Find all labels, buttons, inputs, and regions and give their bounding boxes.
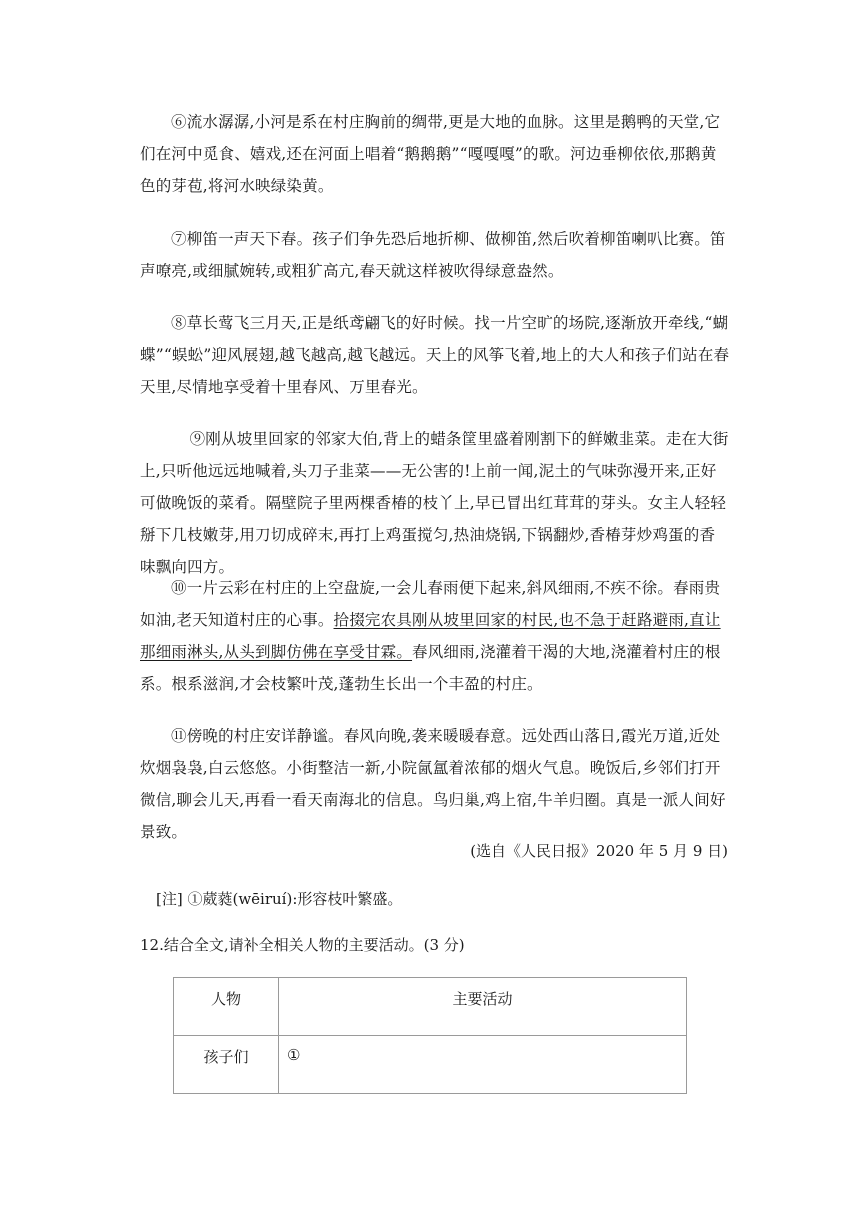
paragraph-text: ⑧草长莺飞三月天,正是纸鸢翩飞的好时候。找一片空旷的场院,逐渐放开牵线,“蝴蝶”“蜈蚣”迎风展翅,越飞越高,越飞越远。天上的风筝飞着,地上的大人和孩子们站在春天里,尽情地享受着十里春风、万里春光。 <box>140 314 730 396</box>
paragraph-8 <box>140 307 730 403</box>
underlined-sentence: 拾掇完农具刚从坡里回家的村民,也不急于赶路避雨,直让那细雨淋头,从头到脚仿佛在享受甘霖。 <box>140 611 721 661</box>
paragraph-text: 春风细雨,浇灌着干渴的大地,浇灌着村庄的根系。根系滋润,才会枝繁叶茂,蓬勃生长出一个丰盈的村庄。 <box>140 643 721 693</box>
table-row <box>174 1036 687 1094</box>
source-citation: (选自《人民日报》2020 年 5 月 9 日) <box>470 842 728 860</box>
paragraph-6 <box>140 106 730 202</box>
table-header-row <box>174 978 687 1036</box>
paragraph-7 <box>140 223 730 287</box>
question-12: 12.结合全文,请补全相关人物的主要活动。(3 分) <box>140 936 465 954</box>
paragraph-text: ⑨刚从坡里回家的邻家大伯,背上的蜡条筐里盛着刚割下的鲜嫩韭菜。走在大街上,只听他远远地喊着,头刀子韭菜——无公害的!上前一闻,泥土的气味弥漫开来,正好可做晚饭的菜肴。隔壁院子里两棵香椿的枝丫上,早已冒出红茸茸的芽头。女主人轻轻掰下几枝嫩芽,用刀切成碎末,再打上鸡蛋搅匀,热油烧锅,下锅翻炒,香椿芽炒鸡蛋的香味飘向四方。 <box>140 430 729 576</box>
paragraph-text: ⑥流水潺潺,小河是系在村庄胸前的绸带,更是大地的血脉。这里是鹅鸭的天堂,它们在河中觅食、嬉戏,还在河面上唱着“鹅鹅鹅”“嘎嘎嘎”的歌。河边垂柳依依,那鹅黄色的芽苞,将河水映绿染黄。 <box>140 113 721 195</box>
table-header-cell: 主要活动 <box>279 978 687 1036</box>
table-header-cell: 人物 <box>174 978 279 1036</box>
activity-table <box>173 977 687 1094</box>
paragraph-10 <box>140 572 730 700</box>
table-cell: 孩子们 <box>174 1036 279 1094</box>
answer-cell[interactable]: ① <box>279 1036 687 1094</box>
paragraph-text: ⑦柳笛一声天下春。孩子们争先恐后地折柳、做柳笛,然后吹着柳笛喇叭比赛。笛声嘹亮,或细腻婉转,或粗犷高亢,春天就这样被吹得绿意盎然。 <box>140 230 726 280</box>
paragraph-11 <box>140 720 730 848</box>
paragraph-text: ⑪傍晚的村庄安详静谧。春风向晚,袭来暖暖春意。远处西山落日,霞光万道,近处炊烟袅袅,白云悠悠。小街整洁一新,小院氤氲着浓郁的烟火气息。晚饭后,乡邻们打开微信,聊会儿天,再看一看天南海北的信息。鸟归巢,鸡上宿,牛羊归圈。真是一派人间好景致。 <box>140 727 726 841</box>
footnote: [注] ①葳蕤(wēiruí):形容枝叶繁盛。 <box>156 890 403 908</box>
paragraph-text: ⑩一片云彩在村庄的上空盘旋,一会儿春雨便下起来,斜风细雨,不疾不徐。春雨贵如油,老天知道村庄的心事。 <box>140 579 721 629</box>
paragraph-9 <box>140 423 730 583</box>
